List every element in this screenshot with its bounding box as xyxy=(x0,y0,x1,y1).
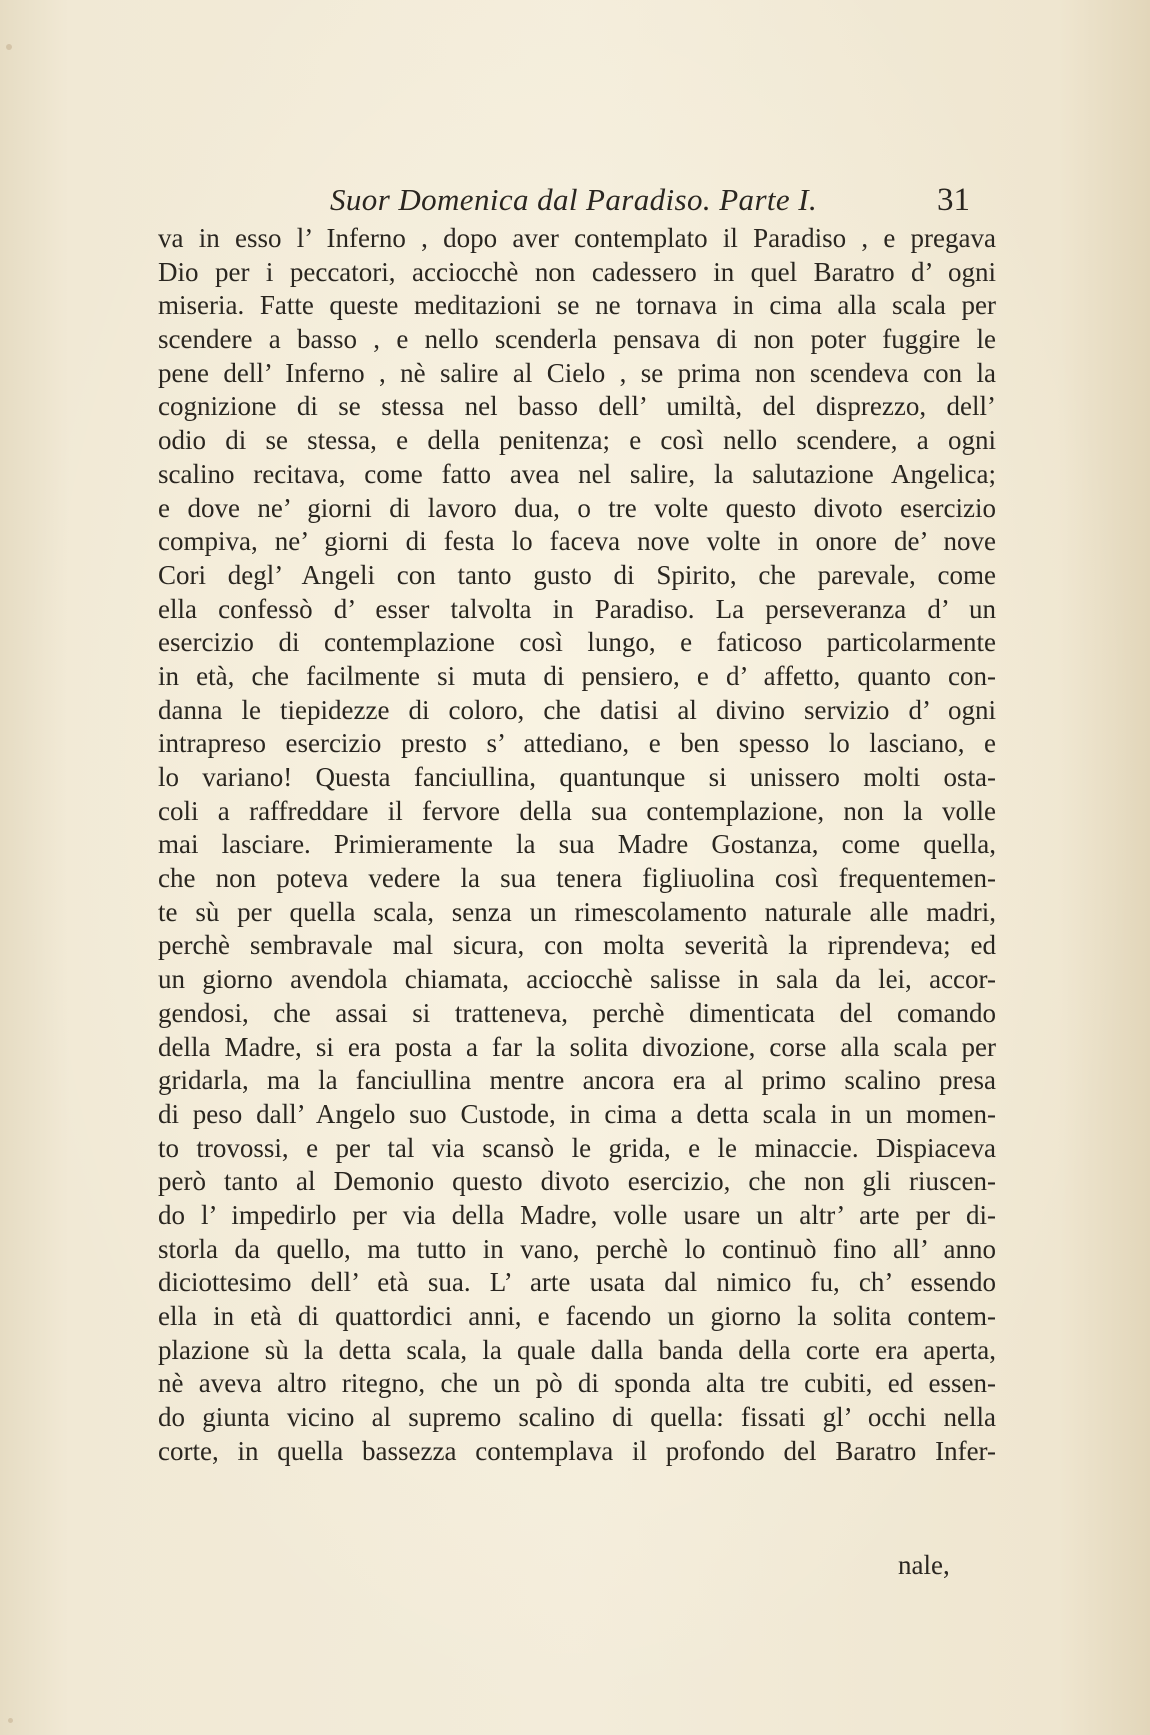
text-line: va in esso l’ Inferno , dopo aver contemplato il Paradiso , e pregava xyxy=(158,223,996,253)
text-line: Dio per i peccatori, acciocchè non cadessero in quel Baratro d’ ogni xyxy=(158,256,996,287)
text-line: mai lasciare. Primieramente la sua Madre Gostanza, come quella, xyxy=(158,829,996,860)
text-line: Cori degl’ Angeli con tanto gusto di Spirito, che parevale, come xyxy=(158,559,996,590)
text-line: un giorno avendola chiamata, acciocchè salisse in sala da lei, accor- xyxy=(158,964,996,995)
text-line: scalino recitava, come fatto avea nel salire, la salutazione Angelica; xyxy=(158,458,996,489)
text-line: lo variano! Questa fanciullina, quantunque si unissero molti osta- xyxy=(158,762,996,792)
text-line: gendosi, che assai si tratteneva, perchè dimenticata del comando xyxy=(158,997,996,1028)
paper-stain xyxy=(8,1718,13,1723)
running-header xyxy=(330,182,970,226)
text-line: compiva, ne’ giorni di festa lo faceva nove volte in onore de’ nove xyxy=(158,526,996,557)
text-line: diciottesimo dell’ età sua. L’ arte usata dal nimico fu, ch’ essendo xyxy=(158,1267,996,1298)
text-line: esercizio di contemplazione così lungo, e faticoso particolarmente xyxy=(158,627,996,658)
text-line: pene dell’ Inferno , nè salire al Cielo , se prima non scendeva con la xyxy=(158,357,996,388)
catchword: nale, xyxy=(898,1550,950,1580)
text-line: cognizione di se stessa nel basso dell’ umiltà, del disprezzo, dell’ xyxy=(158,391,996,422)
text-line: do giunta vicino al supremo scalino di quella: fissati gl’ occhi nella xyxy=(158,1402,996,1433)
text-line: corte, in quella bassezza contemplava il profondo del Baratro Infer- xyxy=(158,1435,996,1466)
text-line: storla da quello, ma tutto in vano, perchè lo continuò fino all’ anno xyxy=(158,1233,996,1264)
text-line: della Madre, si era posta a far la solita divozione, corse alla scala per xyxy=(158,1031,996,1062)
text-line: ella confessò d’ esser talvolta in Paradiso. La perseveranza d’ un xyxy=(158,593,996,624)
text-line: miseria. Fatte queste meditazioni se ne tornava in cima alla scala per xyxy=(158,290,996,321)
text-line: in età, che facilmente si muta di pensiero, e d’ affetto, quanto con- xyxy=(158,660,996,691)
text-line: do l’ impedirlo per via della Madre, volle usare un altr’ arte per di- xyxy=(158,1199,996,1230)
running-header-title: Suor Domenica dal Paradiso. Parte I. xyxy=(330,182,818,217)
text-line: e dove ne’ giorni di lavoro dua, o tre volte questo divoto esercizio xyxy=(158,492,996,523)
text-line: to trovossi, e per tal via scansò le grida, e le minaccie. Dispiaceva xyxy=(158,1132,996,1163)
text-line: danna le tiepidezze di coloro, che datisi al divino servizio d’ ogni xyxy=(158,694,996,725)
text-line: però tanto al Demonio questo divoto esercizio, che non gli riuscen- xyxy=(158,1166,996,1197)
text-line: odio di se stessa, e della penitenza; e così nello scendere, a ogni xyxy=(158,425,996,456)
page-number: 31 xyxy=(937,182,970,218)
text-line: che non poteva vedere la sua tenera figliuolina così frequentemen- xyxy=(158,863,996,894)
text-line: nè aveva altro ritegno, che un pò di sponda alta tre cubiti, ed essen- xyxy=(158,1368,996,1399)
paper-stain xyxy=(6,44,12,50)
text-line: di peso dall’ Angelo suo Custode, in cima a detta scala in un momen- xyxy=(158,1098,996,1129)
text-line: perchè sembravale mal sicura, con molta severità la riprendeva; ed xyxy=(158,930,996,961)
text-line: coli a raffreddare il fervore della sua contemplazione, non la volle xyxy=(158,795,996,826)
text-line: gridarla, ma la fanciullina mentre ancora era al primo scalino presa xyxy=(158,1065,996,1096)
body-text xyxy=(158,222,996,1468)
text-line: te sù per quella scala, senza un rimescolamento naturale alle madri, xyxy=(158,896,996,927)
text-line: intrapreso esercizio presto s’ attediano, e ben spesso lo lasciano, e xyxy=(158,728,996,759)
text-line: scendere a basso , e nello scenderla pensava di non poter fuggire le xyxy=(158,324,996,355)
text-line: ella in età di quattordici anni, e facendo un giorno la solita contem- xyxy=(158,1301,996,1331)
text-line: plazione sù la detta scala, la quale dalla banda della corte era aperta, xyxy=(158,1334,996,1365)
